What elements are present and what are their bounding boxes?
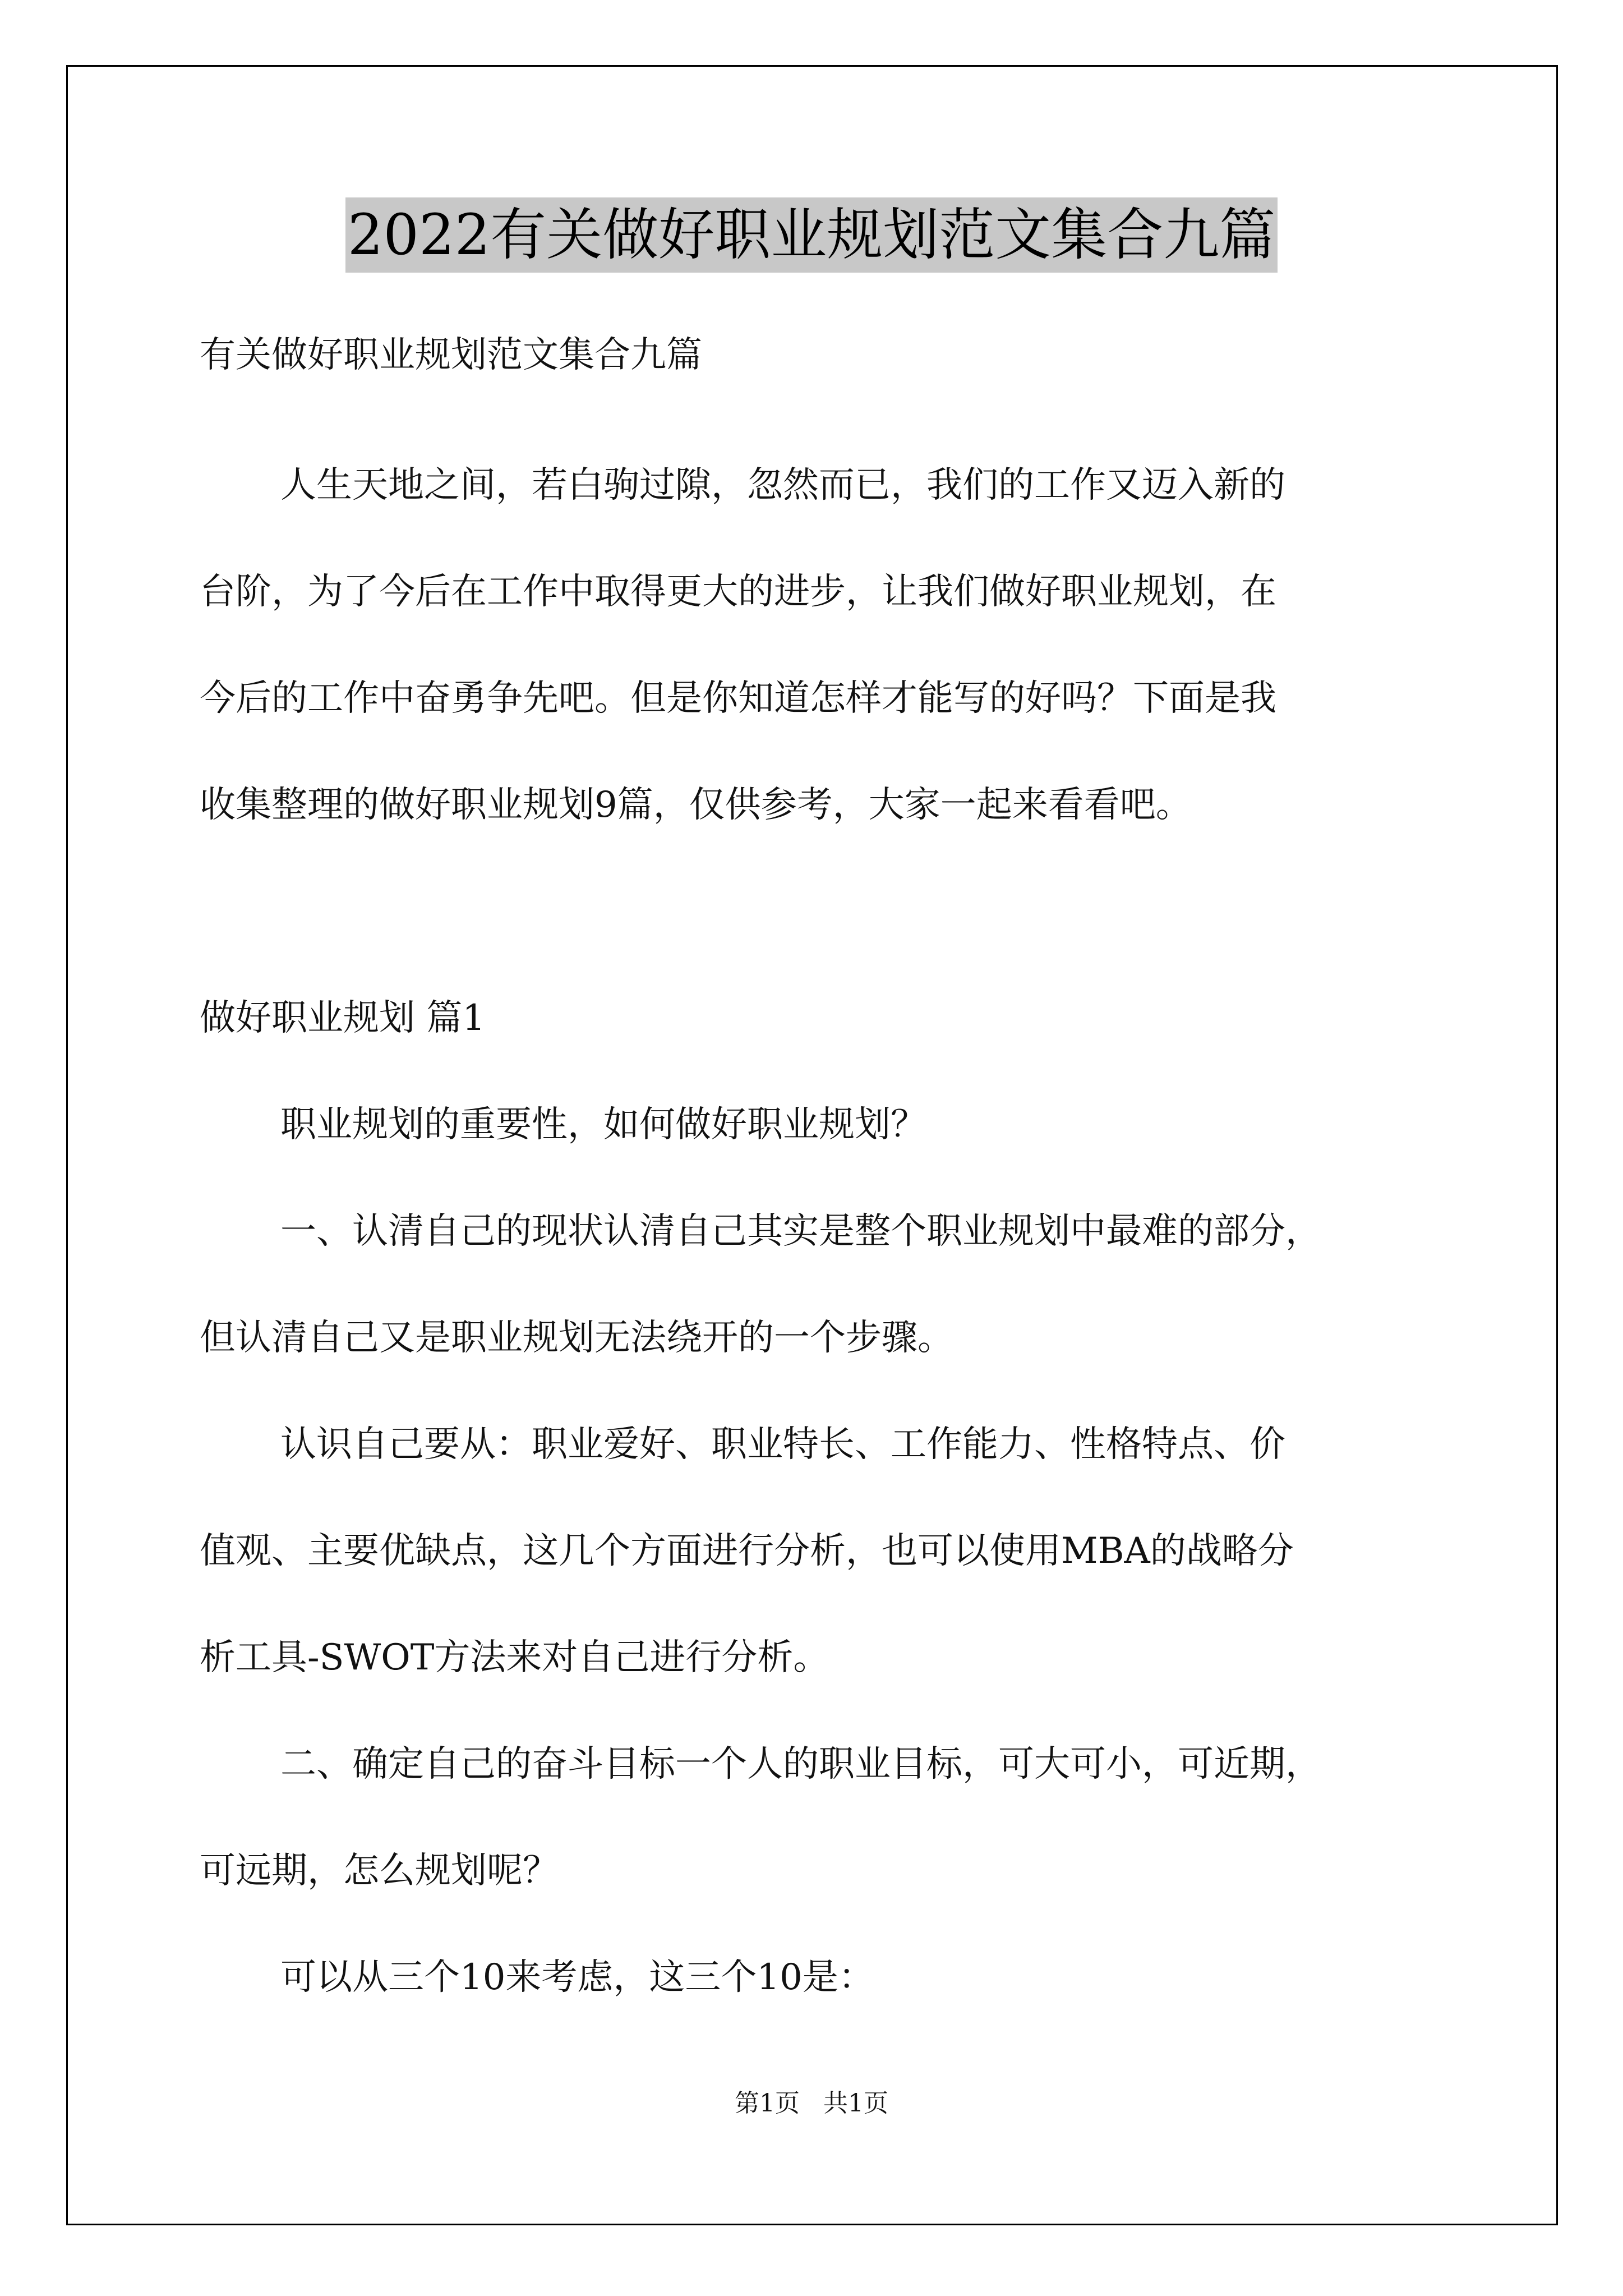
- title-container: [0, 197, 1623, 273]
- paragraph-line: 人生天地之间，若白驹过隙，忽然而已，我们的工作又迈入新的: [280, 464, 1285, 506]
- paragraph-line: 今后的工作中奋勇争先吧。但是你知道怎样才能写的好吗？下面是我: [200, 678, 1276, 719]
- paragraph-line: 可以从三个10来考虑，这三个10是：: [280, 1957, 874, 1998]
- subtitle-line: 有关做好职业规划范文集合九篇: [200, 334, 702, 376]
- section-heading: 做好职业规划 篇1: [200, 997, 486, 1039]
- paragraph-line: 可远期，怎么规划呢？: [200, 1850, 559, 1892]
- paragraph-line: 认识自己要从：职业爱好、职业特长、工作能力、性格特点、价: [280, 1424, 1285, 1465]
- paragraph-line: 析工具-SWOT方法来对自己进行分析。: [200, 1637, 829, 1678]
- page-footer: 第1页 共1页: [735, 2089, 888, 2118]
- paragraph-line: 一、认清自己的现状认清自己其实是整个职业规划中最难的部分，: [280, 1211, 1321, 1252]
- paragraph-line: 台阶，为了今后在工作中取得更大的进步，让我们做好职业规划，在: [200, 571, 1276, 613]
- paragraph-line: 二、确定自己的奋斗目标一个人的职业目标，可大可小，可近期，: [280, 1743, 1321, 1785]
- paragraph-line: 职业规划的重要性，如何做好职业规划？: [280, 1104, 926, 1145]
- paragraph-line: 收集整理的做好职业规划9篇，仅供参考，大家一起来看看吧。: [200, 784, 1192, 826]
- document-title: 2022有关做好职业规划范文集合九篇: [345, 197, 1278, 273]
- paragraph-line: 值观、主要优缺点，这几个方面进行分析，也可以使用MBA的战略分: [200, 1530, 1294, 1572]
- paragraph-line: 但认清自己又是职业规划无法绕开的一个步骤。: [200, 1317, 953, 1359]
